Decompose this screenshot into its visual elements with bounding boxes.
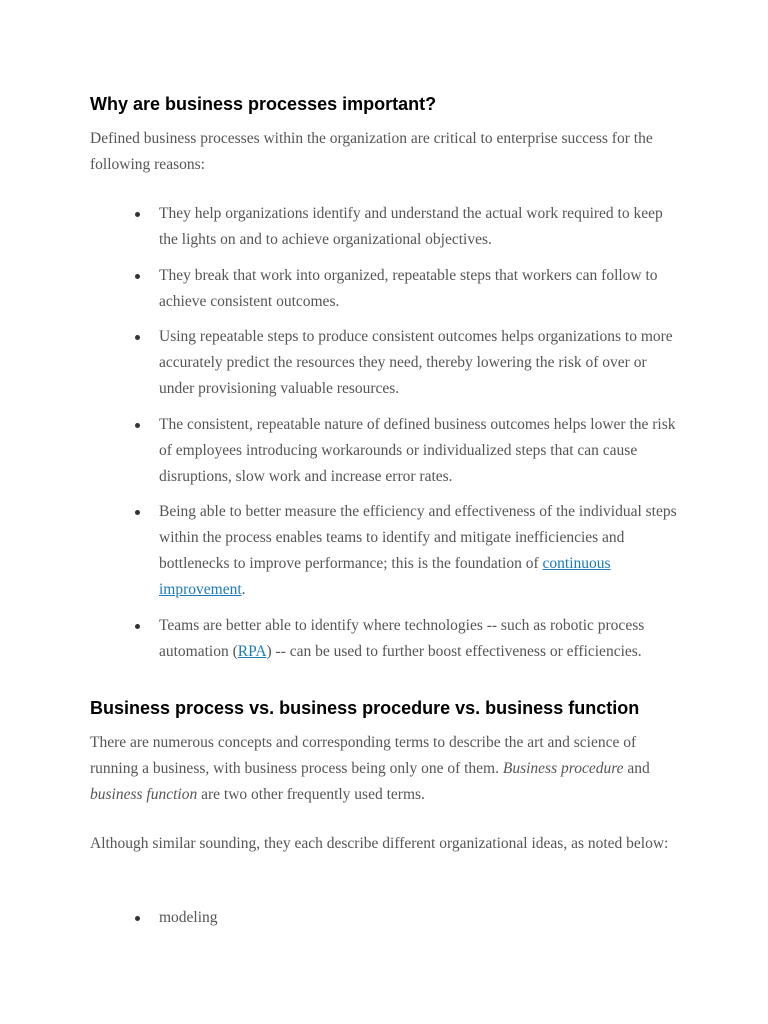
list-item-text-end: ) -- can be used to further boost effectiveness or efficiencies. (266, 642, 642, 660)
list-item-text-end: . (241, 581, 246, 598)
list-item (90, 201, 684, 253)
continuous-improvement-link[interactable]: continuous improvement (159, 555, 611, 598)
intro-paragraph: Defined business processes within the organization are critical to enterprise success for the following reasons: (90, 130, 653, 173)
list-item (90, 263, 684, 315)
bullet-icon (135, 510, 140, 515)
bullet-icon (135, 274, 140, 279)
list-item (90, 412, 684, 490)
list-item (90, 613, 684, 665)
term-business-procedure: Business procedure (502, 760, 624, 777)
list-item (90, 324, 684, 402)
list-item-text: Using repeatable steps to produce consistent outcomes helps organizations to more accurately predict the resources they need, thereby lowering the risk of over or under provisioning valuable resources. (159, 328, 673, 397)
bullet-icon (135, 423, 140, 428)
section-heading-importance: Why are business processes important? (90, 94, 437, 114)
term-business-function: business function (90, 786, 198, 803)
reasons-list (90, 201, 690, 674)
terms-text-start: There are numerous concepts and corresponding terms to describe the art and science of running a business, with business process being only one of them. (90, 734, 637, 777)
list-item-text: They help organizations identify and understand the actual work required to keep the lights on and to achieve organizational objectives. (159, 205, 663, 248)
list-item-text: The consistent, repeatable nature of defined business outcomes helps lower the risk of employees introducing workarounds or individualized steps that can cause disruptions, slow work and increase error rates. (159, 415, 676, 485)
bullet-icon (135, 335, 140, 340)
list-item-text: They break that work into organized, repeatable steps that workers can follow to achieve consistent outcomes. (159, 266, 658, 310)
list-item (90, 499, 684, 603)
list-item-text: modeling (159, 909, 218, 926)
bullet-icon (135, 916, 140, 921)
terms-paragraph (90, 730, 685, 808)
terms-text-end: are two other frequently used terms. (197, 786, 425, 803)
list-item (90, 905, 684, 931)
similar-sounding-paragraph: Although similar sounding, they each describe different organizational ideas, as noted below: (90, 835, 669, 852)
bullet-icon (135, 212, 140, 217)
list-item-text: Being able to better measure the efficiency and effectiveness of the individual steps within the process enables teams to identify and mitigate inefficiencies and bottlenecks to improve performance; this is the foundation of (159, 503, 677, 572)
bullet-icon (135, 624, 140, 629)
rpa-link[interactable]: RPA (237, 642, 267, 660)
terms-text-mid: and (623, 760, 650, 777)
list-item-text: Teams are better able to identify where technologies -- such as robotic process automation ( (159, 616, 645, 660)
concepts-list (90, 905, 690, 941)
section-heading-comparison: Business process vs. business procedure vs. business function (90, 698, 640, 718)
